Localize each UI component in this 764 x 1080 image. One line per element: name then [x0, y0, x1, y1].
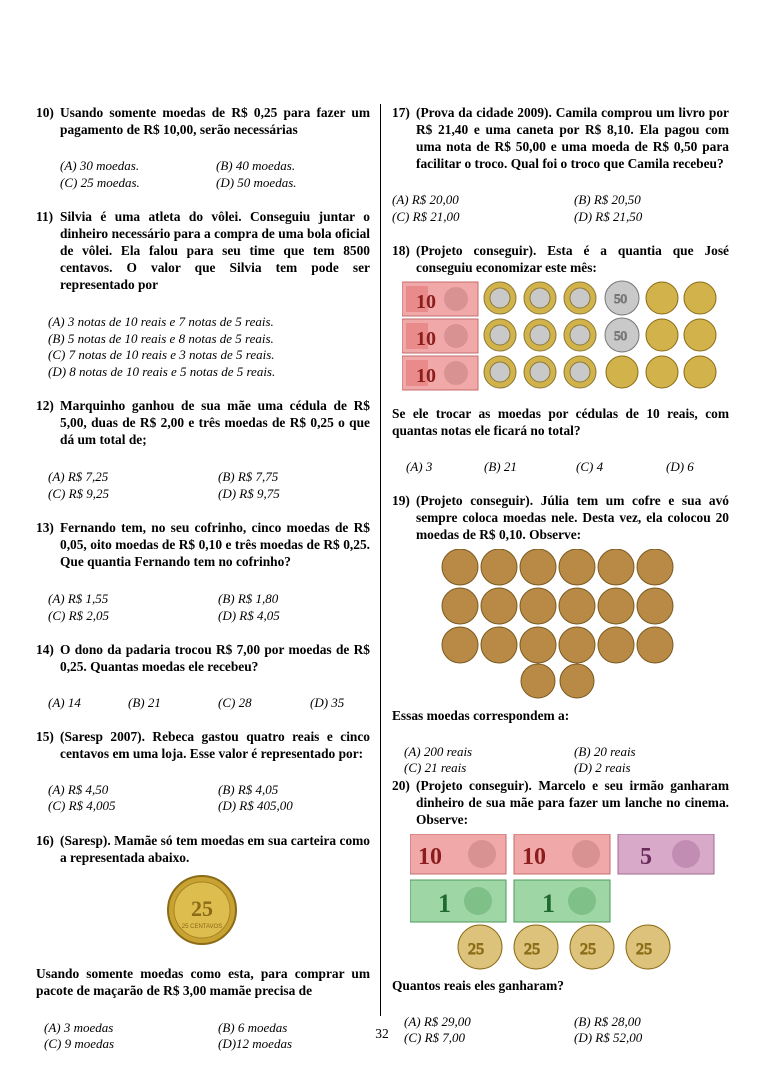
- option-b[interactable]: (B) 21: [484, 459, 517, 474]
- svg-text:10: 10: [416, 365, 436, 387]
- ten-real-notes: [402, 282, 478, 390]
- option-a[interactable]: (A) 30 moedas.: [60, 158, 140, 173]
- option-a[interactable]: (A) 14: [48, 695, 81, 710]
- right-column: [392, 104, 729, 1047]
- option-a[interactable]: (A) R$ 20,00: [392, 192, 459, 207]
- left-column: [36, 104, 370, 1053]
- option-b[interactable]: (B) 21: [128, 695, 161, 710]
- svg-text:50: 50: [614, 291, 627, 306]
- svg-text:50: 50: [614, 328, 627, 343]
- question-text: Silvia é uma atleta do vôlei. Conseguiu juntar o dinheiro necessário para a compra de uma bola oficial de vôlei. Ela falou para seu time que tem 8500 centavos. O valor que Silvia tem pode ser representado por: [60, 209, 370, 292]
- question-18: [392, 242, 729, 476]
- option-d[interactable]: (D)12 moedas: [218, 1036, 293, 1051]
- option-c[interactable]: (C) R$ 4,005: [48, 798, 116, 813]
- ten-cent-coins-image: [440, 549, 729, 704]
- option-b[interactable]: (B) 20 reais: [574, 743, 636, 759]
- question-12: [36, 397, 370, 502]
- question-text: (Projeto conseguir). Esta é a quantia que José conseguiu economizar este mês:: [416, 243, 729, 275]
- question-text: (Projeto conseguir). Júlia tem um cofre e sua avó sempre coloca moedas nele. Desta vez, ela colocou 20 moedas de R$ 0,10. Observe:: [416, 492, 729, 542]
- option-d[interactable]: (D) R$ 405,00: [218, 798, 293, 813]
- coin-25-image: [164, 874, 240, 951]
- money-savings-image: [402, 280, 729, 397]
- question-number: 16): [36, 832, 54, 848]
- svg-text:10: 10: [418, 843, 442, 870]
- question-15: [36, 728, 370, 815]
- option-a[interactable]: (A) 3 notas de 10 reais e 7 notas de 5 reais.: [48, 314, 274, 329]
- option-b[interactable]: (B) 40 moedas.: [216, 158, 296, 173]
- question-number: 17): [392, 105, 410, 120]
- option-b[interactable]: (B) 6 moedas: [218, 1019, 288, 1035]
- bills-and-coins-image: [410, 834, 729, 975]
- option-d[interactable]: (D) 2 reais: [574, 760, 631, 775]
- question-number: 15): [36, 728, 54, 744]
- svg-text:10: 10: [416, 328, 436, 350]
- option-d[interactable]: (D) 35: [310, 695, 345, 710]
- option-c[interactable]: (C) 9 moedas: [44, 1036, 115, 1051]
- option-c[interactable]: (C) R$ 21,00: [392, 208, 460, 224]
- five-real-bill: [618, 834, 714, 874]
- question-text: Marquinho ganhou de sua mãe uma cédula de R$ 5,00, duas de R$ 2,00 e três moedas de R$ 0,25 o que dá um total de;: [60, 398, 370, 447]
- svg-text:25: 25: [580, 940, 596, 958]
- question-number: 10): [36, 105, 54, 120]
- question-followup: Quantos reais eles ganharam?: [392, 977, 564, 993]
- svg-text:10: 10: [522, 843, 546, 870]
- question-followup: Usando somente moedas como esta, para comprar um pacote de maçarão de R$ 3,00 mamãe precisa de: [36, 965, 370, 998]
- option-a[interactable]: (A) R$ 29,00: [404, 1013, 471, 1029]
- option-a[interactable]: (A) 200 reais: [404, 743, 473, 759]
- svg-text:1: 1: [542, 888, 555, 918]
- question-text: (Saresp 2007). Rebeca gastou quatro reais e cinco centavos em uma loja. Esse valor é representado por:: [60, 728, 370, 761]
- option-a[interactable]: (A) R$ 1,55: [48, 591, 109, 606]
- question-16: [36, 832, 370, 1053]
- option-a[interactable]: (A) R$ 7,25: [48, 469, 109, 484]
- svg-text:5: 5: [640, 843, 652, 870]
- question-number: 11): [36, 209, 54, 224]
- one-real-coins: [484, 282, 596, 388]
- option-c[interactable]: (C) 25 moedas.: [60, 174, 140, 190]
- option-d[interactable]: (D) 8 notas de 10 reais e 5 notas de 5 reais.: [48, 363, 276, 379]
- question-number: 12): [36, 398, 54, 413]
- question-number: 20): [392, 777, 410, 793]
- question-number: 14): [36, 642, 54, 657]
- twenty-five-cent-coins: [458, 925, 670, 969]
- option-d[interactable]: (D) 50 moedas.: [216, 174, 297, 190]
- option-c[interactable]: (C) R$ 2,05: [48, 607, 110, 623]
- one-real-bills: [410, 880, 610, 922]
- question-19: [392, 492, 729, 777]
- option-a[interactable]: (A) 3 moedas: [44, 1019, 114, 1035]
- page-number: 32: [375, 1026, 389, 1041]
- option-b[interactable]: (B) R$ 28,00: [574, 1013, 641, 1029]
- svg-text:25: 25: [636, 940, 652, 958]
- option-b[interactable]: (B) R$ 4,05: [218, 781, 279, 797]
- option-d[interactable]: (D) 6: [666, 459, 694, 474]
- svg-text:25: 25: [191, 895, 213, 921]
- option-c[interactable]: (C) R$ 7,00: [404, 1030, 466, 1045]
- fifty-cent-coins: [605, 281, 639, 352]
- svg-text:25: 25: [468, 940, 484, 958]
- option-c[interactable]: (C) 28: [218, 695, 252, 710]
- option-c[interactable]: (C) 7 notas de 10 reais e 3 notas de 5 reais.: [48, 347, 275, 362]
- option-b[interactable]: (B) R$ 7,75: [218, 469, 279, 484]
- option-c[interactable]: (C) 21 reais: [404, 760, 467, 775]
- svg-text:1: 1: [438, 888, 451, 918]
- option-d[interactable]: (D) R$ 4,05: [218, 607, 280, 623]
- question-text: (Projeto conseguir). Marcelo e seu irmão ganharam dinheiro de sua mãe para fazer um lanche no cinema. Observe:: [416, 777, 729, 827]
- question-14: [36, 641, 370, 712]
- question-number: 13): [36, 520, 54, 535]
- svg-text:10: 10: [416, 291, 436, 313]
- question-text: (Prova da cidade 2009). Camila comprou um livro por R$ 21,40 e uma caneta por R$ 8,10. Ela pagou com uma nota de R$ 50,00 e uma moeda de R$ 0,50 para facilitar o troco. Qual foi o troco que Camila recebeu?: [416, 105, 729, 171]
- question-followup: Se ele trocar as moedas por cédulas de 10 reais, com quantas notas ele ficará no total?: [392, 406, 729, 438]
- question-17: [392, 104, 729, 225]
- question-10: [36, 104, 370, 191]
- question-11: [36, 208, 370, 380]
- option-a[interactable]: (A) 3: [406, 459, 433, 474]
- question-followup: Essas moedas correspondem a:: [392, 707, 570, 723]
- question-text: (Saresp). Mamãe só tem moedas em sua carteira como a representada abaixo.: [60, 832, 370, 865]
- option-b[interactable]: (B) R$ 1,80: [218, 591, 279, 606]
- question-text: O dono da padaria trocou R$ 7,00 por moedas de R$ 0,25. Quantas moedas ele recebeu?: [60, 642, 370, 674]
- option-b[interactable]: (B) R$ 20,50: [574, 192, 641, 207]
- question-text: Usando somente moedas de R$ 0,25 para fazer um pagamento de R$ 10,00, serão necessárias: [60, 105, 370, 137]
- question-20: [392, 777, 729, 1047]
- option-a[interactable]: (A) R$ 4,50: [48, 781, 109, 797]
- option-c[interactable]: (C) 4: [576, 459, 604, 474]
- option-b[interactable]: (B) 5 notas de 10 reais e 8 notas de 5 reais.: [48, 330, 274, 346]
- option-d[interactable]: (D) R$ 21,50: [574, 208, 643, 224]
- question-13: [36, 519, 370, 624]
- column-divider: [380, 104, 381, 1016]
- option-d[interactable]: (D) R$ 52,00: [574, 1030, 643, 1045]
- question-text: Fernando tem, no seu cofrinho, cinco moedas de R$ 0,05, oito moedas de R$ 0,10 e três moedas de R$ 0,25. Que quantia Fernando tem no cofrinho?: [60, 520, 370, 569]
- option-d[interactable]: (D) R$ 9,75: [218, 485, 280, 501]
- ten-real-bills: [410, 834, 610, 874]
- option-c[interactable]: (C) R$ 9,25: [48, 485, 110, 501]
- svg-text:25: 25: [524, 940, 540, 958]
- question-number: 19): [392, 492, 410, 508]
- question-number: 18): [392, 243, 410, 258]
- coin-label: 25 CENTAVOS: [181, 923, 223, 930]
